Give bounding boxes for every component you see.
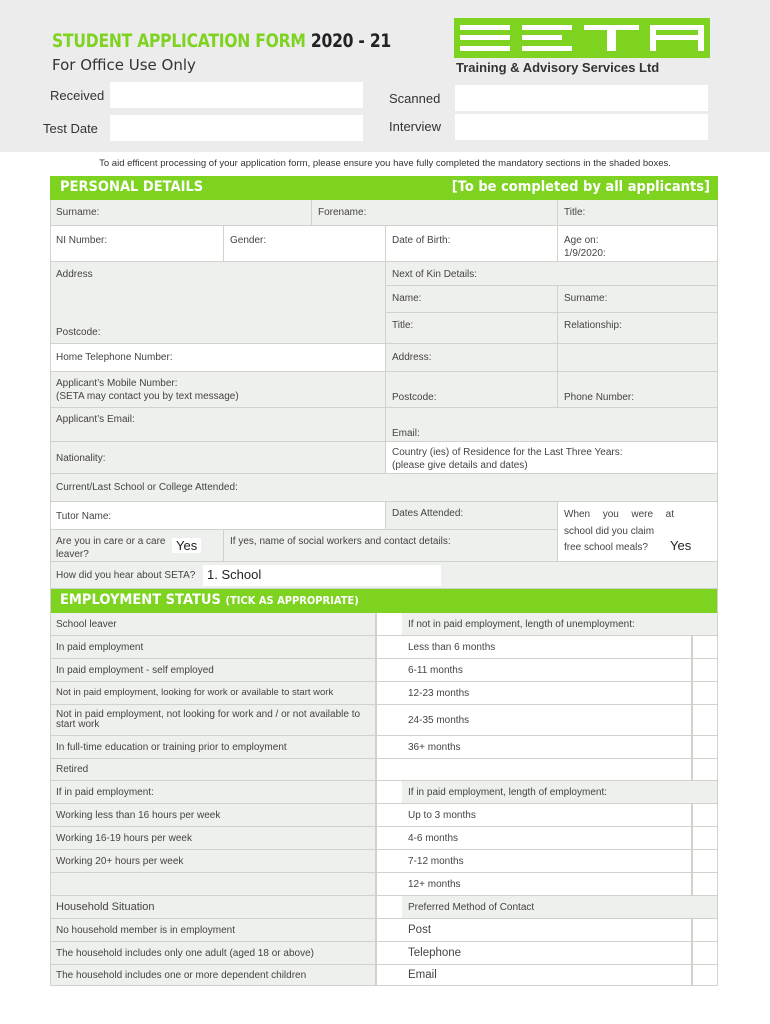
employment-left-item: The household includes one or more dependent children	[50, 965, 376, 986]
personal-details-header: PERSONAL DETAILS [To be completed by all applicants]	[50, 176, 718, 200]
employment-left-checkbox	[376, 873, 402, 896]
employment-right-checkbox[interactable]	[692, 873, 718, 896]
scanned-label: Scanned	[389, 91, 441, 106]
employment-left-checkbox	[376, 896, 402, 919]
employment-left-checkbox[interactable]	[376, 682, 402, 705]
nok-email-cell[interactable]: Email:	[386, 408, 718, 442]
employment-left-checkbox[interactable]	[376, 965, 402, 986]
employment-right-item: Up to 3 months	[402, 804, 692, 827]
employment-right-item: 12+ months	[402, 873, 692, 896]
employment-right-checkbox[interactable]	[692, 850, 718, 873]
social-worker-cell[interactable]: If yes, name of social workers and contact details:	[224, 530, 558, 562]
employment-left-item: Working 16-19 hours per week	[50, 827, 376, 850]
ni-number-cell[interactable]: NI Number:	[50, 226, 224, 262]
employment-left-checkbox[interactable]	[376, 850, 402, 873]
employment-right-item: 6-11 months	[402, 659, 692, 682]
employment-right-item: If in paid employment, length of employment:	[402, 781, 718, 804]
care-leaver-cell[interactable]: Are you in care or a care leaver?	[50, 530, 224, 562]
employment-right-checkbox[interactable]	[692, 804, 718, 827]
employment-right-item: 24-35 months	[402, 705, 692, 736]
employment-left-item: Not in paid employment, not looking for work and / or not available to start work	[50, 705, 376, 736]
next-of-kin-heading: Next of Kin Details:	[386, 262, 718, 286]
employment-left-item: Not in paid employment, looking for work or available to start work	[50, 682, 376, 705]
employment-right-checkbox[interactable]	[692, 827, 718, 850]
test-date-field[interactable]	[110, 115, 363, 141]
nok-phone-cell[interactable]: Phone Number:	[558, 372, 718, 408]
title-cell[interactable]: Title:	[558, 200, 718, 226]
employment-left-checkbox[interactable]	[376, 804, 402, 827]
employment-left-checkbox[interactable]	[376, 827, 402, 850]
border-right	[717, 200, 718, 986]
nationality-cell[interactable]: Nationality:	[50, 442, 386, 474]
office-use-subtitle: For Office Use Only	[52, 56, 196, 74]
interview-field[interactable]	[455, 114, 708, 140]
employment-left-item: No household member is in employment	[50, 919, 376, 942]
employment-right-item: Telephone	[402, 942, 692, 965]
employment-left-item: Working 20+ hours per week	[50, 850, 376, 873]
employment-right-item: 36+ months	[402, 736, 692, 759]
employment-status-header: EMPLOYMENT STATUS (TICK AS APPROPRIATE)	[50, 589, 718, 613]
employment-right-item: If not in paid employment, length of unemployment:	[402, 613, 718, 636]
seta-logo	[454, 18, 710, 58]
email-cell[interactable]: Applicant’s Email:	[50, 408, 386, 442]
interview-label: Interview	[389, 119, 442, 134]
instruction-note: To aid efficent processing of your application form, please ensure you have fully completed the mandatory sections in the shaded boxes.	[99, 158, 671, 169]
employment-left-item: If in paid employment:	[50, 781, 376, 804]
employment-right-checkbox	[692, 759, 718, 781]
row-divider	[50, 985, 718, 986]
nok-address-cell[interactable]: Address:	[386, 344, 558, 372]
nok-relationship-cell[interactable]: Relationship:	[558, 313, 718, 344]
home-telephone-cell[interactable]: Home Telephone Number:	[50, 344, 386, 372]
employment-right-checkbox[interactable]	[692, 965, 718, 986]
forename-cell[interactable]: Forename:	[312, 200, 558, 226]
employment-left-checkbox[interactable]	[376, 942, 402, 965]
employment-left-item: The household includes only one adult (aged 18 or above)	[50, 942, 376, 965]
employment-right-item: Post	[402, 919, 692, 942]
employment-right-item: Preferred Method of Contact	[402, 896, 718, 919]
employment-right-item: 4-6 months	[402, 827, 692, 850]
employment-left-checkbox[interactable]	[376, 759, 402, 781]
employment-left-item: Working less than 16 hours per week	[50, 804, 376, 827]
employment-right-item	[402, 759, 692, 781]
free-meals-value[interactable]: Yes	[670, 538, 692, 553]
employment-left-item	[50, 873, 376, 896]
svg-text:SETA: SETA	[582, 56, 585, 57]
employment-right-item: 7-12 months	[402, 850, 692, 873]
employment-left-checkbox	[376, 781, 402, 804]
employment-left-item: Retired	[50, 759, 376, 781]
logo-subtitle: Training & Advisory Services Ltd	[456, 60, 660, 75]
dob-cell[interactable]: Date of Birth:	[386, 226, 558, 262]
nok-surname-cell[interactable]: Surname:	[558, 286, 718, 313]
school-cell[interactable]: Current/Last School or College Attended:	[50, 474, 718, 502]
employment-right-item: Email	[402, 965, 692, 986]
employment-left-item: In paid employment	[50, 636, 376, 659]
test-date-label: Test Date	[43, 121, 98, 136]
employment-left-checkbox[interactable]	[376, 636, 402, 659]
employment-right-checkbox[interactable]	[692, 942, 718, 965]
employment-right-checkbox[interactable]	[692, 682, 718, 705]
mobile-number-cell[interactable]: Applicant’s Mobile Number: (SETA may contact you by text message)	[50, 372, 386, 408]
dates-attended-cell[interactable]: Dates Attended:	[386, 502, 558, 530]
employment-right-checkbox[interactable]	[692, 919, 718, 942]
nok-name-cell[interactable]: Name:	[386, 286, 558, 313]
nok-title-cell[interactable]: Title:	[386, 313, 558, 344]
form-title: STUDENT APPLICATION FORM 2020 - 21	[52, 30, 392, 52]
hear-about-cell: How did you hear about SETA?	[50, 562, 718, 589]
employment-right-item: Less than 6 months	[402, 636, 692, 659]
surname-cell[interactable]: Surname:	[50, 200, 312, 226]
employment-left-checkbox[interactable]	[376, 705, 402, 736]
received-field[interactable]	[110, 82, 363, 108]
employment-left-item: In paid employment - self employed	[50, 659, 376, 682]
nok-postcode-cell[interactable]: Postcode:	[386, 372, 558, 408]
employment-right-checkbox[interactable]	[692, 736, 718, 759]
free-meals-cell[interactable]: When you were at school did you claim free school meals?	[558, 502, 718, 562]
employment-right-checkbox[interactable]	[692, 705, 718, 736]
care-leaver-value[interactable]: Yes	[172, 538, 201, 553]
residence-cell[interactable]: Country (ies) of Residence for the Last Three Years: (please give details and dates)	[386, 442, 718, 474]
employment-right-item: 12-23 months	[402, 682, 692, 705]
employment-left-checkbox[interactable]	[376, 659, 402, 682]
office-use-panel	[0, 0, 770, 152]
employment-left-item: In full-time education or training prior to employment	[50, 736, 376, 759]
employment-left-checkbox[interactable]	[376, 919, 402, 942]
employment-left-checkbox[interactable]	[376, 736, 402, 759]
scanned-field[interactable]	[455, 85, 708, 111]
gender-cell[interactable]: Gender:	[224, 226, 386, 262]
employment-left-item: Household Situation	[50, 896, 376, 919]
nok-address-extra-cell[interactable]	[558, 344, 718, 372]
hear-about-value: 1. School	[207, 567, 262, 582]
employment-right-checkbox[interactable]	[692, 659, 718, 682]
employment-right-checkbox[interactable]	[692, 636, 718, 659]
border-left	[50, 200, 51, 986]
employment-left-item: School leaver	[50, 613, 376, 636]
age-cell[interactable]: Age on: 1/9/2020:	[558, 226, 718, 262]
tutor-name-cell[interactable]: Tutor Name:	[50, 502, 386, 530]
received-label: Received	[50, 88, 105, 103]
employment-left-checkbox[interactable]	[376, 613, 402, 636]
address-cell[interactable]: Address Postcode:	[50, 262, 386, 344]
